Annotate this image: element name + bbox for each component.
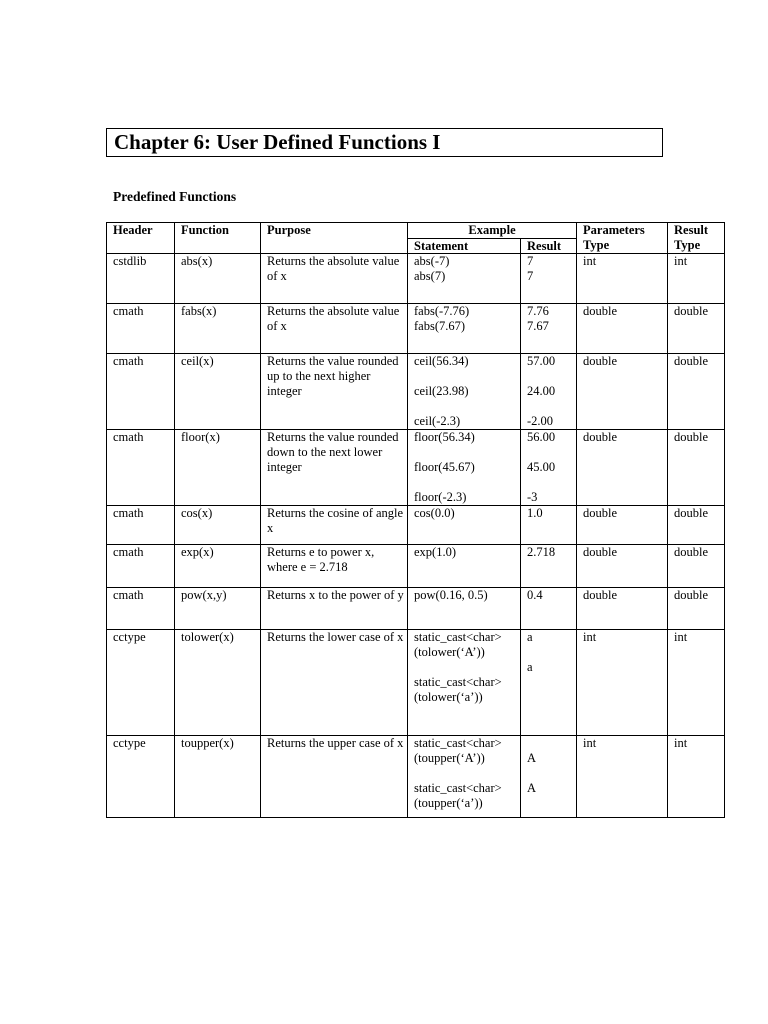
purpose-cell-text: Returns x to the power of y xyxy=(267,588,404,602)
chapter-title: Chapter 6: User Defined Functions I xyxy=(106,128,663,157)
function-cell-text: abs(x) xyxy=(181,254,213,268)
statement-cell-line: (toupper(‘a’)) xyxy=(414,796,483,810)
purpose-cell xyxy=(261,506,408,545)
statement-cell xyxy=(408,588,521,630)
column-header-header: Header xyxy=(107,223,175,254)
statement-cell-line: floor(-2.3) xyxy=(414,490,467,504)
result-cell-line xyxy=(527,445,576,460)
result-cell-line: A xyxy=(527,751,537,765)
statement-cell-line: ceil(56.34) xyxy=(414,354,469,368)
parameters-type-cell-text: int xyxy=(583,254,597,268)
function-cell xyxy=(175,736,261,818)
predefined-functions-table xyxy=(106,222,725,818)
header-cell xyxy=(107,304,175,354)
function-cell xyxy=(175,354,261,430)
function-cell xyxy=(175,588,261,630)
result-type-cell xyxy=(668,736,725,818)
parameters-type-cell xyxy=(577,354,668,430)
result-cell xyxy=(521,588,577,630)
result-cell-line: 56.00 xyxy=(527,430,556,444)
function-cell-text: cos(x) xyxy=(181,506,213,520)
statement-cell-line: floor(45.67) xyxy=(414,460,475,474)
result-cell-line: 7.67 xyxy=(527,319,549,333)
statement-cell-line: abs(7) xyxy=(414,269,446,283)
parameters-type-cell-text: int xyxy=(583,736,597,750)
statement-cell-line xyxy=(414,399,520,414)
function-cell xyxy=(175,545,261,588)
result-type-cell xyxy=(668,430,725,506)
table-row xyxy=(107,588,725,630)
statement-cell-line xyxy=(414,475,520,490)
statement-cell-line: floor(56.34) xyxy=(414,430,475,444)
result-cell-line xyxy=(527,736,576,751)
parameters-type-cell-text: double xyxy=(583,430,618,444)
function-cell xyxy=(175,430,261,506)
result-cell-line: -3 xyxy=(527,490,538,504)
table-row xyxy=(107,736,725,818)
result-type-cell-text: double xyxy=(674,430,709,444)
column-header-example: Example xyxy=(408,223,577,239)
result-cell-line: 7 xyxy=(527,254,534,268)
function-cell-text: ceil(x) xyxy=(181,354,214,368)
result-cell-line: -2.00 xyxy=(527,414,554,428)
column-header-statement: Statement xyxy=(408,239,521,254)
parameters-type-cell-text: double xyxy=(583,506,618,520)
result-type-cell xyxy=(668,545,725,588)
purpose-cell xyxy=(261,630,408,736)
function-cell xyxy=(175,506,261,545)
statement-cell-line: (tolower(‘A’)) xyxy=(414,645,485,659)
result-cell-line xyxy=(527,475,576,490)
statement-cell-line: fabs(7.67) xyxy=(414,319,466,333)
table-row xyxy=(107,630,725,736)
purpose-cell xyxy=(261,545,408,588)
result-cell-line: 45.00 xyxy=(527,460,556,474)
result-type-cell xyxy=(668,630,725,736)
statement-cell-line: fabs(-7.76) xyxy=(414,304,470,318)
statement-cell-line xyxy=(414,766,520,781)
parameters-type-cell xyxy=(577,254,668,304)
parameters-type-cell xyxy=(577,545,668,588)
result-cell-line: 24.00 xyxy=(527,384,556,398)
statement-cell xyxy=(408,736,521,818)
column-header-function: Function xyxy=(175,223,261,254)
header-cell-text: cstdlib xyxy=(113,254,147,268)
header-cell xyxy=(107,588,175,630)
header-cell-text: cmath xyxy=(113,354,144,368)
statement-cell xyxy=(408,304,521,354)
function-cell-text: exp(x) xyxy=(181,545,214,559)
function-cell-text: tolower(x) xyxy=(181,630,234,644)
result-cell xyxy=(521,354,577,430)
result-cell xyxy=(521,545,577,588)
section-heading: Predefined Functions xyxy=(113,189,237,204)
statement-cell-line: ceil(-2.3) xyxy=(414,414,461,428)
purpose-cell xyxy=(261,430,408,506)
header-cell xyxy=(107,354,175,430)
result-cell-line xyxy=(527,766,576,781)
result-cell-line: A xyxy=(527,781,537,795)
header-cell xyxy=(107,630,175,736)
table-row xyxy=(107,506,725,545)
result-cell-line xyxy=(527,645,576,660)
purpose-cell xyxy=(261,254,408,304)
result-type-cell xyxy=(668,506,725,545)
statement-cell-line: pow(0.16, 0.5) xyxy=(414,588,488,602)
purpose-cell-text: Returns the lower case of x xyxy=(267,630,404,644)
function-cell xyxy=(175,630,261,736)
statement-cell-line: (toupper(‘A’)) xyxy=(414,751,485,765)
result-type-cell xyxy=(668,354,725,430)
result-cell-line: a xyxy=(527,630,533,644)
parameters-type-cell xyxy=(577,588,668,630)
statement-cell xyxy=(408,354,521,430)
statement-cell-line: cos(0.0) xyxy=(414,506,455,520)
table-row xyxy=(107,304,725,354)
result-cell xyxy=(521,430,577,506)
purpose-cell-text: Returns e to power x, where e = 2.718 xyxy=(267,545,375,574)
result-cell xyxy=(521,254,577,304)
result-type-cell-text: double xyxy=(674,304,709,318)
purpose-cell-text: Returns the absolute value of x xyxy=(267,304,400,333)
header-cell xyxy=(107,736,175,818)
header-cell xyxy=(107,545,175,588)
table-header-row xyxy=(107,223,725,239)
result-cell xyxy=(521,736,577,818)
parameters-type-cell-text: int xyxy=(583,630,597,644)
result-type-cell-text: int xyxy=(674,254,688,268)
parameters-type-cell-text: double xyxy=(583,545,618,559)
header-cell xyxy=(107,506,175,545)
result-type-cell-text: double xyxy=(674,588,709,602)
column-header-purpose: Purpose xyxy=(261,223,408,254)
function-cell-text: toupper(x) xyxy=(181,736,234,750)
purpose-cell xyxy=(261,304,408,354)
header-cell-text: cmath xyxy=(113,430,144,444)
result-type-cell xyxy=(668,254,725,304)
result-type-cell-text: int xyxy=(674,736,688,750)
result-cell-line: 7 xyxy=(527,269,534,283)
statement-cell-line: static_cast<char> xyxy=(414,781,502,795)
table-row xyxy=(107,545,725,588)
statement-cell-line: (tolower(‘a’)) xyxy=(414,690,483,704)
function-cell xyxy=(175,304,261,354)
header-cell-text: cctype xyxy=(113,630,146,644)
statement-cell-line: static_cast<char> xyxy=(414,630,502,644)
purpose-cell xyxy=(261,736,408,818)
parameters-type-cell xyxy=(577,630,668,736)
header-cell-text: cmath xyxy=(113,545,144,559)
result-type-cell xyxy=(668,304,725,354)
result-cell-line: 57.00 xyxy=(527,354,556,368)
statement-cell-line: static_cast<char> xyxy=(414,675,502,689)
result-type-cell-text: double xyxy=(674,354,709,368)
header-cell-text: cmath xyxy=(113,304,144,318)
parameters-type-cell-text: double xyxy=(583,304,618,318)
header-cell xyxy=(107,430,175,506)
purpose-cell xyxy=(261,588,408,630)
function-cell xyxy=(175,254,261,304)
purpose-cell xyxy=(261,354,408,430)
header-cell-text: cmath xyxy=(113,506,144,520)
parameters-type-cell xyxy=(577,430,668,506)
statement-cell-line xyxy=(414,445,520,460)
statement-cell-line xyxy=(414,660,520,675)
header-cell-text: cmath xyxy=(113,588,144,602)
statement-cell-line: static_cast<char> xyxy=(414,736,502,750)
purpose-cell-text: Returns the upper case of x xyxy=(267,736,404,750)
purpose-cell-text: Returns the cosine of angle x xyxy=(267,506,404,535)
column-header-result-type: Result Type xyxy=(668,223,725,254)
column-header-parameters-type: Parameters Type xyxy=(577,223,668,254)
result-cell xyxy=(521,304,577,354)
result-cell-line: 1.0 xyxy=(527,506,543,520)
result-type-cell-text: double xyxy=(674,506,709,520)
statement-cell xyxy=(408,545,521,588)
table-row xyxy=(107,254,725,304)
table-body xyxy=(107,254,725,818)
column-header-result: Result xyxy=(521,239,577,254)
statement-cell xyxy=(408,430,521,506)
result-cell-line: 7.76 xyxy=(527,304,549,318)
result-cell-line: 2.718 xyxy=(527,545,556,559)
parameters-type-cell xyxy=(577,736,668,818)
parameters-type-cell-text: double xyxy=(583,588,618,602)
result-type-cell-text: int xyxy=(674,630,688,644)
parameters-type-cell xyxy=(577,304,668,354)
result-cell-line: 0.4 xyxy=(527,588,543,602)
table-row xyxy=(107,430,725,506)
statement-cell-line xyxy=(414,369,520,384)
purpose-cell-text: Returns the value rounded up to the next higher integer xyxy=(267,354,399,398)
statement-cell xyxy=(408,506,521,545)
result-cell-line xyxy=(527,369,576,384)
statement-cell-line: exp(1.0) xyxy=(414,545,456,559)
result-cell xyxy=(521,630,577,736)
result-type-cell xyxy=(668,588,725,630)
function-cell-text: fabs(x) xyxy=(181,304,217,318)
parameters-type-cell-text: double xyxy=(583,354,618,368)
function-cell-text: floor(x) xyxy=(181,430,220,444)
result-cell-line xyxy=(527,399,576,414)
statement-cell xyxy=(408,254,521,304)
statement-cell-line: abs(-7) xyxy=(414,254,450,268)
purpose-cell-text: Returns the value rounded down to the next lower integer xyxy=(267,430,399,474)
table-row xyxy=(107,354,725,430)
result-type-cell-text: double xyxy=(674,545,709,559)
purpose-cell-text: Returns the absolute value of x xyxy=(267,254,400,283)
parameters-type-cell xyxy=(577,506,668,545)
header-cell-text: cctype xyxy=(113,736,146,750)
function-cell-text: pow(x,y) xyxy=(181,588,227,602)
result-cell xyxy=(521,506,577,545)
statement-cell-line: ceil(23.98) xyxy=(414,384,469,398)
result-cell-line: a xyxy=(527,660,533,674)
statement-cell xyxy=(408,630,521,736)
header-cell xyxy=(107,254,175,304)
